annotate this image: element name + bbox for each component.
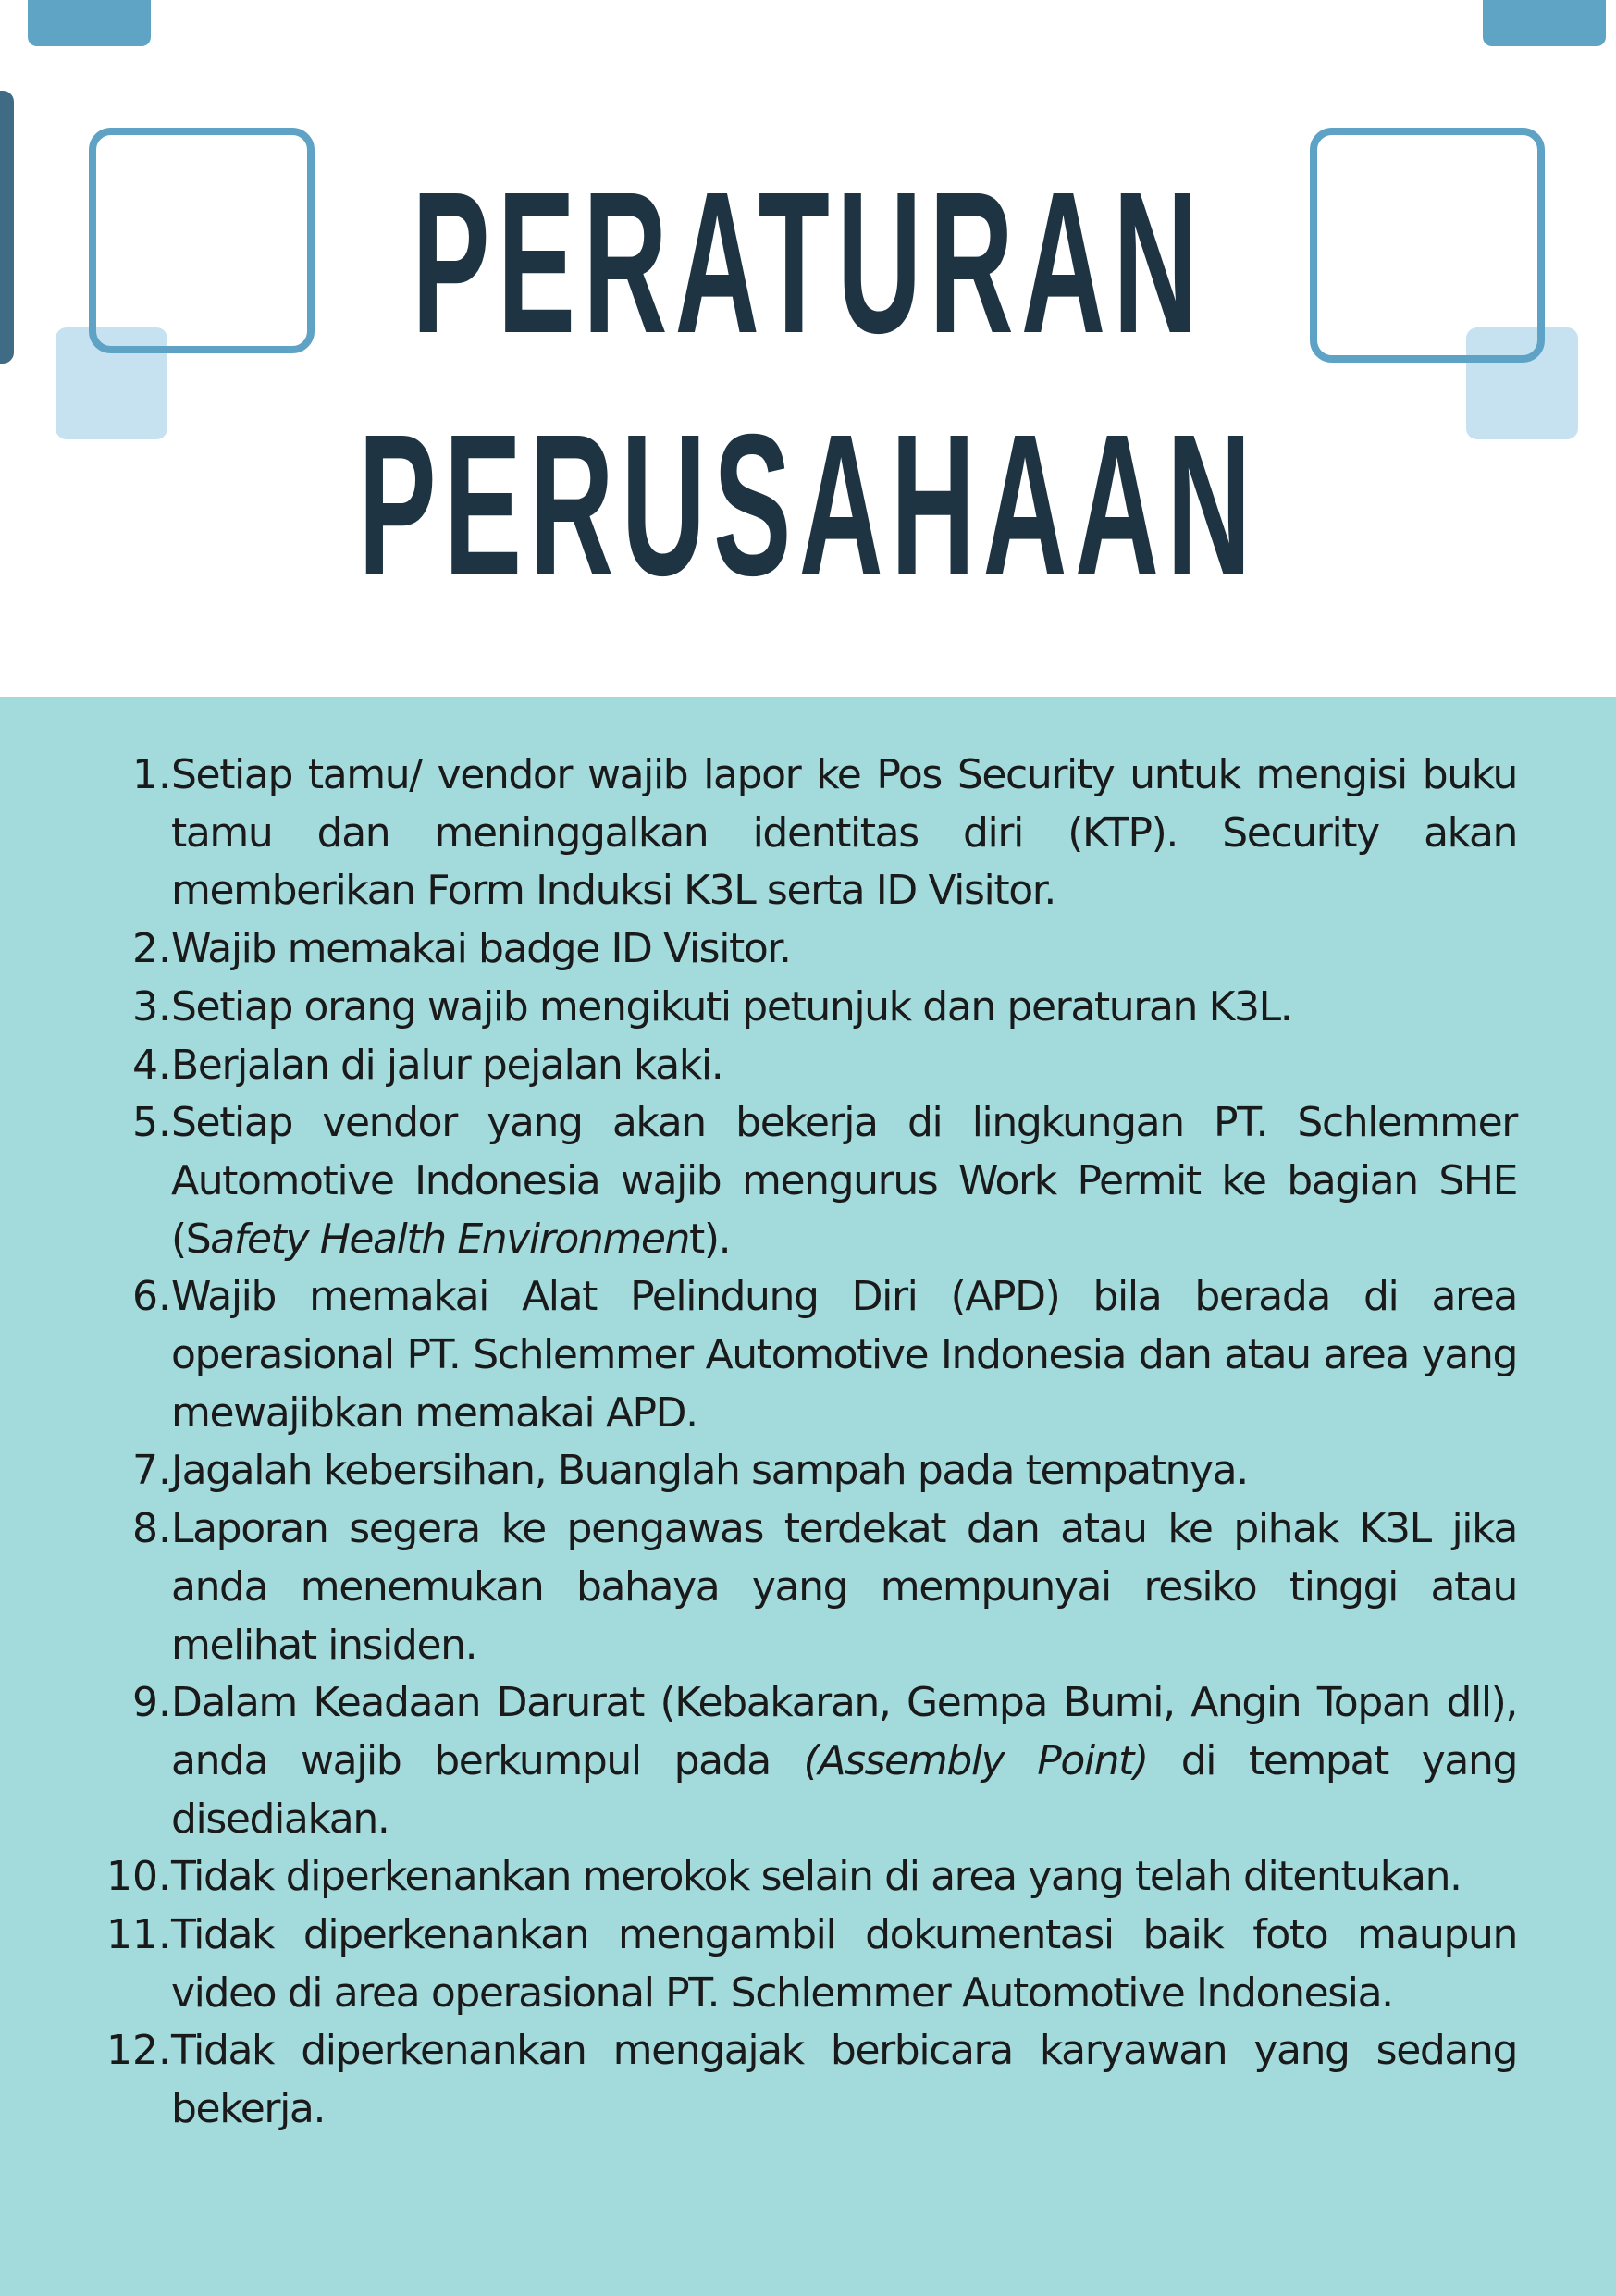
rule-text: Wajib memakai Alat Pelindung Diri (APD) bila berada di area operasional PT. Schlemmer Automotive Indonesia dan atau area yang mewajibkan memakai APD. [171, 1273, 1517, 1437]
rule-number: 11. [106, 1911, 171, 1959]
rule-item-7 [102, 1442, 1517, 1500]
rule-item-3 [102, 979, 1517, 1037]
rule-text: Tidak diperkenankan mengajak berbicara karyawan yang sedang bekerja. [171, 2027, 1517, 2133]
title-line-1: PERATURAN [412, 151, 1205, 376]
rule-item-2 [102, 920, 1517, 979]
rule-number: 9. [132, 1679, 171, 1727]
rule-item-12 [102, 2022, 1517, 2138]
rules-list [102, 747, 1517, 2139]
rule-text: Dalam Keadaan Darurat (Kebakaran, Gempa Bumi, Angin Topan dll), anda wajib berkumpul pada (Assembly Point) di tempat yang disediakan. [171, 1679, 1517, 1843]
rule-text: Tidak diperkenankan mengambil dokumentasi baik foto maupun video di area operasional PT. Schlemmer Automotive Indonesia. [171, 1911, 1517, 2017]
decorative-bar-top-left [28, 0, 151, 46]
rule-number: 10. [106, 1853, 171, 1901]
rule-text: Setiap orang wajib mengikuti petunjuk dan peraturan K3L. [171, 982, 1292, 1031]
header-section [0, 0, 1616, 697]
rule-item-5 [102, 1094, 1517, 1268]
decorative-square-outline-right [1310, 128, 1545, 363]
rule-text: Wajib memakai badge ID Visitor. [171, 925, 791, 973]
rule-item-10 [102, 1848, 1517, 1907]
decorative-bar-top-right [1483, 0, 1606, 46]
rule-item-6 [102, 1268, 1517, 1442]
rule-text: Jagalah kebersihan, Buanglah sampah pada tempatnya. [171, 1447, 1248, 1495]
rule-number: 4. [132, 1041, 171, 1089]
rule-text: Setiap tamu/ vendor wajib lapor ke Pos Security untuk mengisi buku tamu dan meninggalkan identitas diri (KTP). Security akan memberikan Form Induksi K3L serta ID Visitor. [171, 751, 1517, 915]
rule-item-1 [102, 747, 1517, 920]
rule-item-4 [102, 1037, 1517, 1095]
rule-text: Berjalan di jalur pejalan kaki. [171, 1041, 723, 1089]
rule-number: 5. [132, 1099, 171, 1147]
rule-number: 3. [132, 982, 171, 1031]
rule-text: Setiap vendor yang akan bekerja di lingkungan PT. Schlemmer Automotive Indonesia wajib mengurus Work Permit ke bagian SHE (Safety Health Environment). [171, 1099, 1517, 1263]
rule-number: 7. [132, 1447, 171, 1495]
rule-item-8 [102, 1500, 1517, 1674]
rule-number: 6. [132, 1273, 171, 1321]
rule-number: 12. [106, 2027, 171, 2075]
rule-number: 1. [132, 751, 171, 798]
decorative-square-outline-left [89, 128, 315, 353]
rule-number: 8. [132, 1505, 171, 1553]
rule-item-9 [102, 1674, 1517, 1848]
title-line-2: PERUSAHAAN [358, 393, 1259, 618]
rule-text: Tidak diperkenankan merokok selain di area yang telah ditentukan. [171, 1853, 1462, 1901]
rule-number: 2. [132, 925, 171, 973]
rule-item-11 [102, 1907, 1517, 2022]
decorative-bar-left-edge [0, 91, 14, 364]
rule-text: Laporan segera ke pengawas terdekat dan atau ke pihak K3L jika anda menemukan bahaya yang mempunyai resiko tinggi atau melihat insiden. [171, 1505, 1517, 1669]
rules-section [0, 697, 1616, 2296]
